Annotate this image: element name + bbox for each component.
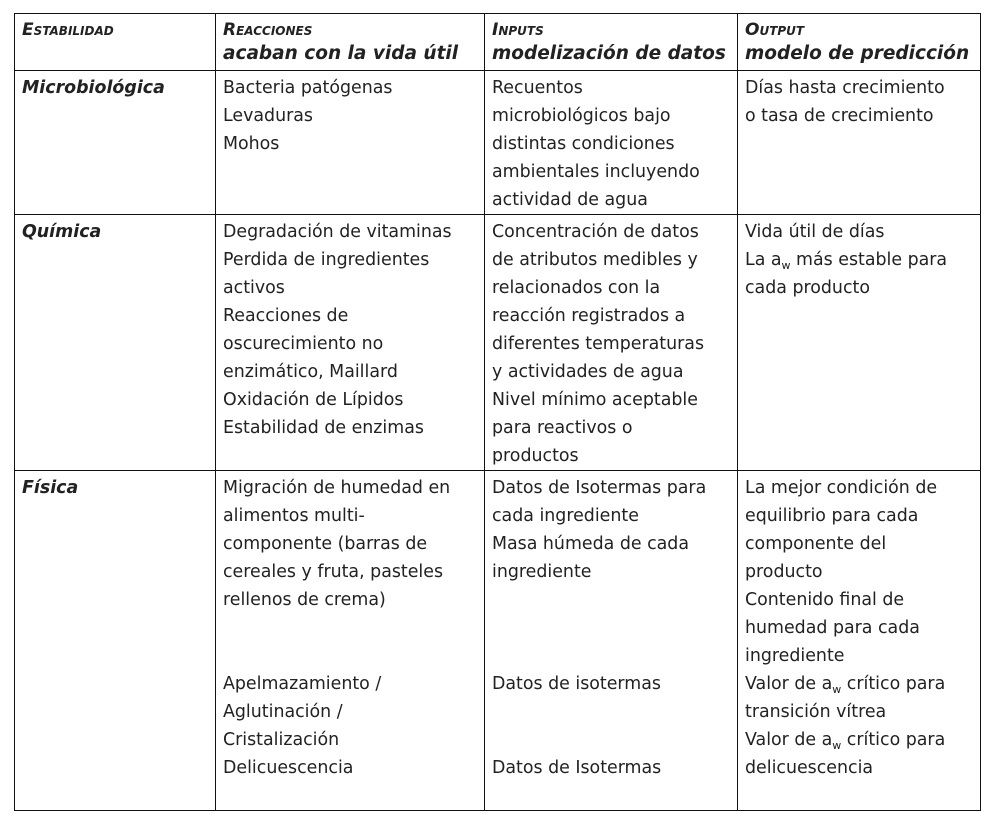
- header-inputs-caption: Inputs: [492, 20, 544, 40]
- cell-line: Vida útil de días: [745, 222, 885, 242]
- cell-line: Aglutinación /: [223, 702, 343, 722]
- cell-line: enzimático, Maillard: [223, 362, 398, 382]
- header-output: [738, 14, 981, 71]
- header-output-sub: modelo de predicción: [745, 43, 970, 64]
- cell-line: Recuentos: [492, 78, 583, 98]
- cell-line: Bacteria patógenas: [223, 78, 393, 98]
- cell-line: Estabilidad de enzimas: [223, 418, 424, 438]
- inputs-cell: [485, 71, 738, 215]
- reactions-cell: [216, 71, 485, 215]
- outputs-cell: [738, 215, 981, 471]
- cell-line: humedad para cada: [745, 618, 920, 638]
- header-reactions-caption: Reacciones: [223, 20, 313, 40]
- cell-line: Oxidación de Lípidos: [223, 390, 404, 410]
- cell-line: Datos de Isotermas: [492, 758, 662, 778]
- cell-line: Datos de Isotermas para: [492, 478, 707, 498]
- stability-table: [14, 13, 981, 811]
- header-inputs-sub: modelización de datos: [492, 43, 726, 64]
- inputs-cell: [485, 215, 738, 471]
- cell-line: alimentos multi-: [223, 506, 365, 526]
- cell-line: Migración de humedad en: [223, 478, 451, 498]
- cell-line: y actividades de agua: [492, 362, 684, 382]
- cell-line: transición vítrea: [745, 702, 887, 722]
- cell-line-aw: Valor de $a_w$ crítico para: [745, 674, 946, 696]
- header-row: [15, 14, 981, 71]
- cell-line: de atributos medibles y: [492, 250, 698, 270]
- header-reactions-sub: acaban con la vida útil: [223, 43, 459, 64]
- cell-line: reacción registrados a: [492, 306, 686, 326]
- header-output-caption: Output: [745, 20, 805, 40]
- cell-line: Masa húmeda de cada: [492, 534, 689, 554]
- header-inputs: [485, 14, 738, 71]
- cell-line: cada ingrediente: [492, 506, 639, 526]
- outputs-cell: [738, 471, 981, 811]
- cell-line: Reacciones de: [223, 306, 349, 326]
- cell-line: Contenido final de: [745, 590, 905, 610]
- cell-line: cada producto: [745, 278, 870, 298]
- reactions-cell: [216, 215, 485, 471]
- cell-line: Nivel mínimo aceptable: [492, 390, 698, 410]
- cell-line: cereales y fruta, pasteles: [223, 562, 444, 582]
- cell-line-aw: Valor de $a_w$ crítico para: [745, 730, 946, 752]
- cell-line: producto: [745, 562, 823, 582]
- cell-line: microbiológicos bajo: [492, 106, 671, 126]
- category-cell: Física: [15, 471, 216, 811]
- cell-line: ambientales incluyendo: [492, 162, 700, 182]
- header-stability-caption: Estabilidad: [22, 20, 114, 40]
- cell-line: productos: [492, 446, 579, 466]
- cell-line: componente del: [745, 534, 887, 554]
- cell-line: para reactivos o: [492, 418, 633, 438]
- cell-line: distintas condiciones: [492, 134, 675, 154]
- cell-line: equilibrio para cada: [745, 506, 919, 526]
- cell-line: rellenos de crema): [223, 590, 386, 610]
- header-reactions: [216, 14, 485, 71]
- cell-line: Mohos: [223, 134, 280, 154]
- cell-line: Perdida de ingredientes: [223, 250, 430, 270]
- category-cell: Microbiológica: [15, 71, 216, 215]
- cell-line: Días hasta crecimiento: [745, 78, 945, 98]
- cell-line: delicuescencia: [745, 758, 874, 778]
- cell-line: activos: [223, 278, 285, 298]
- cell-line: relacionados con la: [492, 278, 661, 298]
- cell-line: actividad de agua: [492, 190, 648, 210]
- cell-line: Datos de isotermas: [492, 674, 661, 694]
- cell-line: La mejor condición de: [745, 478, 938, 498]
- cell-line: Delicuescencia: [223, 758, 354, 778]
- cell-line-aw: La $a_w$ más estable para: [745, 250, 948, 272]
- cell-line: diferentes temperaturas: [492, 334, 704, 354]
- table-row-quimica: [15, 215, 981, 471]
- cell-line: o tasa de crecimiento: [745, 106, 934, 126]
- cell-line: Degradación de vitaminas: [223, 222, 452, 242]
- cell-line: componente (barras de: [223, 534, 428, 554]
- cell-line: ingrediente: [492, 562, 592, 582]
- table-row-fisica: [15, 471, 981, 811]
- cell-line: oscurecimiento no: [223, 334, 384, 354]
- cell-line: Apelmazamiento /: [223, 674, 382, 694]
- outputs-cell: [738, 71, 981, 215]
- cell-line: Concentración de datos: [492, 222, 699, 242]
- table-row-microbiologica: [15, 71, 981, 215]
- header-stability: [15, 14, 216, 71]
- inputs-cell: [485, 471, 738, 811]
- reactions-cell: [216, 471, 485, 811]
- cell-line: Cristalización: [223, 730, 340, 750]
- cell-line: ingrediente: [745, 646, 845, 666]
- category-cell: Química: [15, 215, 216, 471]
- cell-line: Levaduras: [223, 106, 313, 126]
